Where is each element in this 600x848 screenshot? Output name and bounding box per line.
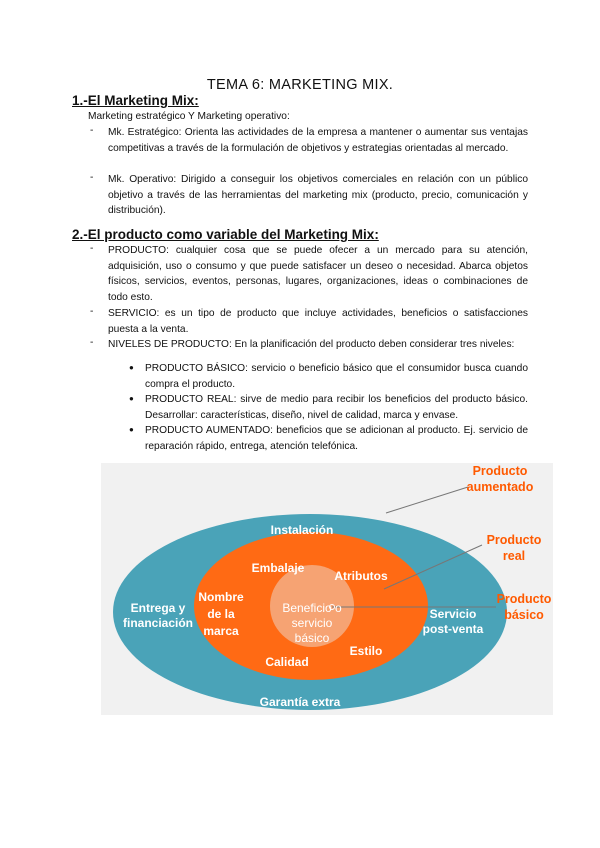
page-title: TEMA 6: MARKETING MIX. <box>206 77 394 93</box>
label-style: Estilo <box>349 644 383 658</box>
dash-marker: - <box>90 306 94 317</box>
label-core-3: básico <box>294 631 330 645</box>
callout-real-1: Producto <box>486 533 542 547</box>
label-brand-2: de la <box>207 607 235 621</box>
label-warranty: Garantía extra <box>259 695 341 709</box>
level-real: PRODUCTO REAL: sirve de medio para recibir los beneficios del producto básico. Desarrollar: características, diseño, nivel de calidad, marca y envase. <box>145 394 528 421</box>
callout-real-2: real <box>502 549 526 563</box>
label-core-2: servicio <box>291 616 333 630</box>
product-levels-diagram <box>101 463 553 715</box>
dash-marker: - <box>90 125 94 136</box>
label-brand-3: marca <box>203 624 239 638</box>
label-installation: Instalación <box>270 523 334 537</box>
bullet-dot: ● <box>129 363 134 372</box>
bullet-dot: ● <box>129 425 134 434</box>
label-delivery-1: Entrega y <box>130 601 186 615</box>
dash-marker: - <box>90 337 94 348</box>
section1-item-2: Mk. Operativo: Dirigido a conseguir los objetivos comerciales en relación con un público objetivo a través de las herramientas del marketing mix (producto, precio, comunicación y distribución). <box>108 174 528 217</box>
callout-basic-2: básico <box>504 608 544 622</box>
section1-heading: 1.-El Marketing Mix: <box>72 93 199 108</box>
section2-item-levels: NIVELES DE PRODUCTO: En la planificación del producto deben considerar tres niveles: <box>108 339 515 350</box>
label-service-1: Servicio <box>429 607 477 621</box>
section2-item-service: SERVICIO: es un tipo de producto que incluye actividades, beneficios o satisfacciones puesta a la venta. <box>108 308 528 335</box>
section1-intro: Marketing estratégico Y Marketing operativo: <box>88 111 290 122</box>
callout-augmented-2: aumentado <box>466 480 534 494</box>
callout-basic-1: Producto <box>496 592 552 606</box>
label-quality: Calidad <box>265 655 309 669</box>
section1-item-1: Mk. Estratégico: Orienta las actividades de la empresa a mantener o aumentar sus ventajas competitivas a través de la formulación de objetivos y estrategias orientadas al mercado. <box>108 127 528 154</box>
callout-augmented-1: Producto <box>472 464 528 478</box>
dash-marker: - <box>90 243 94 254</box>
label-delivery-2: financiación <box>122 616 194 630</box>
label-brand-1: Nombre <box>198 590 244 604</box>
level-basic: PRODUCTO BÁSICO: servicio o beneficio básico que el consumidor busca cuando compra el producto. <box>145 363 528 390</box>
label-attributes: Atributos <box>334 569 388 583</box>
label-core-1: Beneficio o <box>282 601 342 615</box>
section2-heading: 2.-El producto como variable del Marketing Mix: <box>72 227 379 242</box>
dash-marker: - <box>90 172 94 183</box>
bullet-dot: ● <box>129 394 134 403</box>
label-service-2: post-venta <box>422 622 484 636</box>
section2-item-product: PRODUCTO: cualquier cosa que se puede ofecer a un mercado para su atención, adquisición, uso o consumo y que puede satisfacer un deseo o necesidad. Abarca objetos físicos, servicios, eventos, personas, lugares, organizaciones, ideas o combinaciones de todo esto. <box>108 245 528 304</box>
label-packaging: Embalaje <box>251 561 305 575</box>
level-augmented: PRODUCTO AUMENTADO: beneficios que se adicionan al producto. Ej. servicio de reparación rápido, entrega, atención telefónica. <box>145 425 528 452</box>
